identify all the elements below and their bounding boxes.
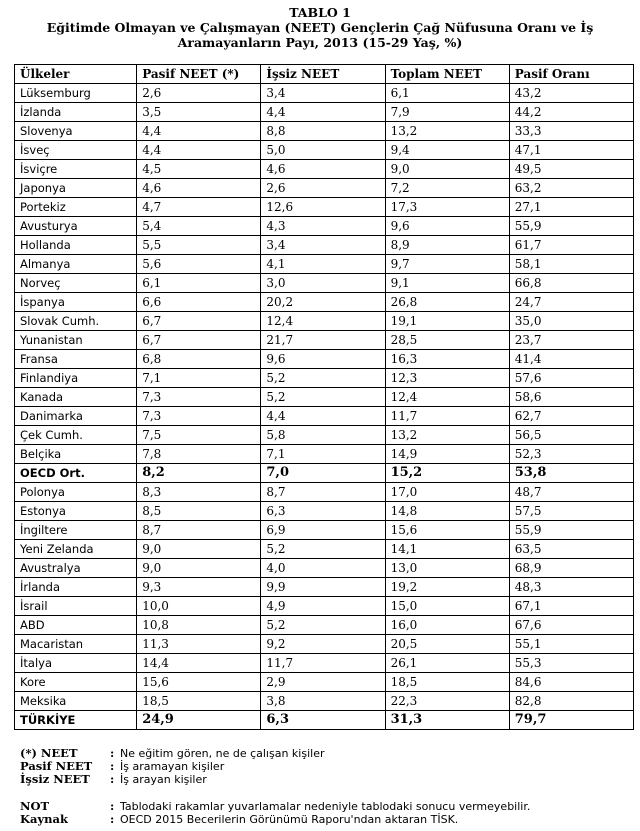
value-cell: 15,6 [385,521,509,540]
country-cell: Meksika [15,692,137,711]
table-row [15,369,634,388]
value-cell: 4,5 [137,160,261,179]
value-cell: 9,1 [385,274,509,293]
colon: : [110,759,115,773]
value-cell: 7,5 [137,426,261,445]
country-cell: Çek Cumh. [15,426,137,445]
footnote-value: Tablodaki rakamlar yuvarlamalar nedeniyle tablodaki sonucu vermeyebilir. [120,800,531,813]
value-cell: 68,9 [509,559,633,578]
value-cell: 21,7 [261,331,385,350]
value-cell: 15,2 [385,464,509,483]
value-cell: 19,2 [385,578,509,597]
value-cell: 9,2 [261,635,385,654]
table-row [15,464,634,483]
country-cell: İzlanda [15,103,137,122]
value-cell: 10,0 [137,597,261,616]
value-cell: 12,6 [261,198,385,217]
value-cell: 53,8 [509,464,633,483]
value-cell: 4,3 [261,217,385,236]
value-cell: 17,3 [385,198,509,217]
value-cell: 11,7 [261,654,385,673]
country-cell: Kanada [15,388,137,407]
value-cell: 5,0 [261,141,385,160]
table-row [15,217,634,236]
footnote-row [20,800,530,813]
value-cell: 4,9 [261,597,385,616]
value-cell: 55,9 [509,521,633,540]
value-cell: 8,9 [385,236,509,255]
value-cell: 6,3 [261,711,385,730]
value-cell: 56,5 [509,426,633,445]
country-cell: Yeni Zelanda [15,540,137,559]
value-cell: 3,8 [261,692,385,711]
table-row [15,445,634,464]
title-line-1: TABLO 1 [289,5,351,20]
header-total-neet: Toplam NEET [385,65,509,84]
value-cell: 14,8 [385,502,509,521]
country-cell: Estonya [15,502,137,521]
value-cell: 12,4 [261,312,385,331]
table-row [15,274,634,293]
value-cell: 9,6 [261,350,385,369]
country-cell: Slovak Cumh. [15,312,137,331]
value-cell: 48,3 [509,578,633,597]
value-cell: 67,1 [509,597,633,616]
country-cell: İsveç [15,141,137,160]
value-cell: 6,6 [137,293,261,312]
value-cell: 9,0 [137,540,261,559]
value-cell: 7,8 [137,445,261,464]
table-row [15,179,634,198]
value-cell: 17,0 [385,483,509,502]
value-cell: 9,7 [385,255,509,274]
table-row [15,350,634,369]
value-cell: 6,1 [385,84,509,103]
value-cell: 4,6 [261,160,385,179]
value-cell: 27,1 [509,198,633,217]
value-cell: 18,5 [137,692,261,711]
value-cell: 4,1 [261,255,385,274]
value-cell: 3,5 [137,103,261,122]
value-cell: 8,7 [137,521,261,540]
table-row [15,559,634,578]
value-cell: 9,3 [137,578,261,597]
value-cell: 49,5 [509,160,633,179]
definition-key: Pasif NEET [20,759,93,773]
value-cell: 5,5 [137,236,261,255]
definition-key: İşsiz NEET [20,772,90,786]
country-cell: İtalya [15,654,137,673]
table-row [15,426,634,445]
value-cell: 3,4 [261,84,385,103]
footnote-value: OECD 2015 Becerilerin Görünümü Raporu'ndan aktaran TİSK. [120,813,459,826]
value-cell: 57,6 [509,369,633,388]
footnote-key: NOT [20,799,50,813]
country-cell: İngiltere [15,521,137,540]
value-cell: 4,4 [261,103,385,122]
table-row [15,198,634,217]
value-cell: 10,8 [137,616,261,635]
table-row [15,103,634,122]
value-cell: 12,4 [385,388,509,407]
table-row [15,578,634,597]
table-row [15,122,634,141]
value-cell: 23,7 [509,331,633,350]
country-cell: ABD [15,616,137,635]
table-row [15,483,634,502]
colon: : [110,746,115,760]
value-cell: 31,3 [385,711,509,730]
value-cell: 13,2 [385,426,509,445]
country-cell: İrlanda [15,578,137,597]
value-cell: 58,6 [509,388,633,407]
definition-value: Ne eğitim gören, ne de çalışan kişiler [120,747,325,760]
value-cell: 4,4 [137,122,261,141]
country-cell: İsviçre [15,160,137,179]
country-cell: Avustralya [15,559,137,578]
country-cell: Portekiz [15,198,137,217]
table-row [15,597,634,616]
header-passive-neet: Pasif NEET (*) [137,65,261,84]
value-cell: 16,3 [385,350,509,369]
value-cell: 12,3 [385,369,509,388]
value-cell: 22,3 [385,692,509,711]
value-cell: 5,4 [137,217,261,236]
title-line-2: Eğitimde Olmayan ve Çalışmayan (NEET) Gençlerin Çağ Nüfusuna Oranı ve İş [46,20,594,35]
colon: : [110,772,115,786]
value-cell: 20,5 [385,635,509,654]
value-cell: 7,3 [137,388,261,407]
value-cell: 7,1 [137,369,261,388]
country-cell: Yunanistan [15,331,137,350]
value-cell: 58,1 [509,255,633,274]
value-cell: 13,0 [385,559,509,578]
value-cell: 43,2 [509,84,633,103]
header-passive-ratio: Pasif Oranı [509,65,633,84]
country-cell: Fransa [15,350,137,369]
value-cell: 5,8 [261,426,385,445]
value-cell: 6,3 [261,502,385,521]
colon: : [110,799,115,813]
value-cell: 57,5 [509,502,633,521]
table-row [15,312,634,331]
country-cell: Almanya [15,255,137,274]
table-row [15,692,634,711]
value-cell: 8,3 [137,483,261,502]
value-cell: 6,8 [137,350,261,369]
footnote-key: Kaynak [20,812,68,826]
value-cell: 14,4 [137,654,261,673]
value-cell: 14,1 [385,540,509,559]
table-row [15,673,634,692]
value-cell: 9,0 [137,559,261,578]
table-row [15,331,634,350]
value-cell: 28,5 [385,331,509,350]
value-cell: 62,7 [509,407,633,426]
table-row [15,635,634,654]
header-unemployed-neet: İşsiz NEET [261,65,385,84]
table-row [15,711,634,730]
value-cell: 2,9 [261,673,385,692]
value-cell: 16,0 [385,616,509,635]
value-cell: 5,2 [261,388,385,407]
value-cell: 26,8 [385,293,509,312]
value-cell: 7,3 [137,407,261,426]
value-cell: 9,9 [261,578,385,597]
table-row [15,407,634,426]
value-cell: 9,0 [385,160,509,179]
title-line-3: Aramayanların Payı, 2013 (15-29 Yaş, %) [177,35,463,50]
value-cell: 2,6 [261,179,385,198]
value-cell: 5,6 [137,255,261,274]
country-cell: Danimarka [15,407,137,426]
value-cell: 7,1 [261,445,385,464]
value-cell: 9,4 [385,141,509,160]
value-cell: 55,9 [509,217,633,236]
colon: : [110,812,115,826]
value-cell: 82,8 [509,692,633,711]
country-cell: Finlandiya [15,369,137,388]
table-row [15,502,634,521]
table-row [15,141,634,160]
table-header-row [15,65,634,84]
definition-row [20,773,325,786]
value-cell: 6,7 [137,331,261,350]
value-cell: 8,8 [261,122,385,141]
footnotes [20,800,530,826]
value-cell: 18,5 [385,673,509,692]
table-row [15,255,634,274]
value-cell: 26,1 [385,654,509,673]
footnote-row [20,813,530,826]
country-cell: Polonya [15,483,137,502]
value-cell: 3,0 [261,274,385,293]
value-cell: 14,9 [385,445,509,464]
value-cell: 4,4 [137,141,261,160]
country-cell: Avusturya [15,217,137,236]
value-cell: 7,9 [385,103,509,122]
value-cell: 4,7 [137,198,261,217]
table-row [15,160,634,179]
definitions [20,747,325,786]
value-cell: 15,6 [137,673,261,692]
country-cell: Slovenya [15,122,137,141]
table-row [15,540,634,559]
value-cell: 67,6 [509,616,633,635]
table-row [15,654,634,673]
value-cell: 9,6 [385,217,509,236]
value-cell: 5,2 [261,540,385,559]
definition-value: İş aramayan kişiler [120,760,225,773]
value-cell: 19,1 [385,312,509,331]
value-cell: 41,4 [509,350,633,369]
country-cell: İsrail [15,597,137,616]
value-cell: 20,2 [261,293,385,312]
value-cell: 35,0 [509,312,633,331]
value-cell: 61,7 [509,236,633,255]
country-cell: Kore [15,673,137,692]
value-cell: 5,2 [261,369,385,388]
value-cell: 8,2 [137,464,261,483]
value-cell: 3,4 [261,236,385,255]
value-cell: 48,7 [509,483,633,502]
value-cell: 4,6 [137,179,261,198]
country-cell: Norveç [15,274,137,293]
value-cell: 44,2 [509,103,633,122]
country-cell: Lüksemburg [15,84,137,103]
value-cell: 7,0 [261,464,385,483]
value-cell: 8,5 [137,502,261,521]
value-cell: 66,8 [509,274,633,293]
neet-table [14,64,634,730]
definition-value: İş arayan kişiler [120,773,207,786]
value-cell: 2,6 [137,84,261,103]
value-cell: 84,6 [509,673,633,692]
value-cell: 7,2 [385,179,509,198]
table-row [15,616,634,635]
value-cell: 13,2 [385,122,509,141]
value-cell: 11,7 [385,407,509,426]
value-cell: 15,0 [385,597,509,616]
value-cell: 33,3 [509,122,633,141]
header-countries: Ülkeler [15,65,137,84]
table-title [0,5,640,50]
value-cell: 6,7 [137,312,261,331]
value-cell: 55,3 [509,654,633,673]
value-cell: 55,1 [509,635,633,654]
value-cell: 6,1 [137,274,261,293]
value-cell: 6,9 [261,521,385,540]
value-cell: 52,3 [509,445,633,464]
value-cell: 11,3 [137,635,261,654]
value-cell: 47,1 [509,141,633,160]
value-cell: 24,7 [509,293,633,312]
value-cell: 63,2 [509,179,633,198]
country-cell: İspanya [15,293,137,312]
value-cell: 4,0 [261,559,385,578]
table-row [15,388,634,407]
value-cell: 24,9 [137,711,261,730]
definition-key: (*) NEET [20,746,78,760]
value-cell: 5,2 [261,616,385,635]
table-row [15,236,634,255]
value-cell: 4,4 [261,407,385,426]
country-cell: Belçika [15,445,137,464]
table-row [15,521,634,540]
value-cell: 79,7 [509,711,633,730]
table-row [15,84,634,103]
value-cell: 8,7 [261,483,385,502]
table-row [15,293,634,312]
country-cell: Hollanda [15,236,137,255]
value-cell: 63,5 [509,540,633,559]
country-cell: TÜRKİYE [15,711,137,730]
table-body [15,84,634,730]
country-cell: OECD Ort. [15,464,137,483]
country-cell: Japonya [15,179,137,198]
country-cell: Macaristan [15,635,137,654]
